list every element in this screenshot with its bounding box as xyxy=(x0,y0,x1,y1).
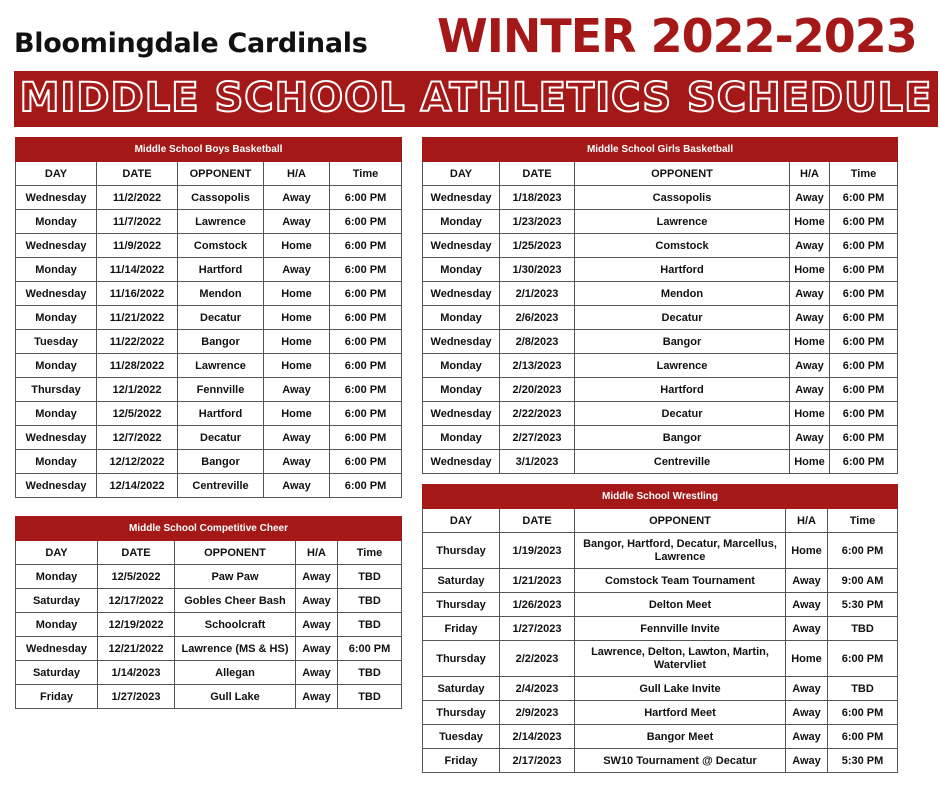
cell-home-away: Away xyxy=(790,378,830,402)
cell-date: 11/7/2022 xyxy=(97,210,178,234)
cell-time: 6:00 PM xyxy=(330,378,402,402)
table-title: Middle School Girls Basketball xyxy=(423,138,898,162)
cell-opponent: Centreville xyxy=(575,450,790,474)
column-header-home-away: H/A xyxy=(786,509,828,533)
cell-time: 6:00 PM xyxy=(330,282,402,306)
cell-day: Monday xyxy=(423,258,500,282)
cell-opponent: Fennville xyxy=(178,378,264,402)
cell-opponent: Decatur xyxy=(178,426,264,450)
table-row xyxy=(423,569,898,593)
cell-day: Monday xyxy=(16,258,97,282)
cell-day: Wednesday xyxy=(423,186,500,210)
table-row xyxy=(16,306,402,330)
cell-opponent: Mendon xyxy=(178,282,264,306)
cell-day: Wednesday xyxy=(423,450,500,474)
team-name: Bloomingdale Cardinals xyxy=(14,28,368,59)
table-row xyxy=(423,258,898,282)
cell-day: Wednesday xyxy=(16,234,97,258)
cell-date: 11/21/2022 xyxy=(97,306,178,330)
table-row xyxy=(16,661,402,685)
cell-home-away: Home xyxy=(264,402,330,426)
cell-home-away: Home xyxy=(790,450,830,474)
competitive-cheer-table xyxy=(15,516,402,709)
cell-home-away: Away xyxy=(786,749,828,773)
cell-day: Tuesday xyxy=(423,725,500,749)
column-header-date: DATE xyxy=(500,162,575,186)
cell-home-away: Home xyxy=(264,282,330,306)
cell-date: 1/23/2023 xyxy=(500,210,575,234)
table-row xyxy=(16,330,402,354)
cell-day: Saturday xyxy=(423,677,500,701)
column-header-day: DAY xyxy=(423,509,500,533)
cell-date: 1/25/2023 xyxy=(500,234,575,258)
cell-home-away: Home xyxy=(786,641,828,677)
cell-date: 2/8/2023 xyxy=(500,330,575,354)
column-header-date: DATE xyxy=(97,162,178,186)
cell-home-away: Away xyxy=(296,589,338,613)
cell-date: 11/28/2022 xyxy=(97,354,178,378)
table-row xyxy=(16,378,402,402)
table-title: Middle School Wrestling xyxy=(423,485,898,509)
column-header-home-away: H/A xyxy=(296,541,338,565)
cell-opponent: Bangor Meet xyxy=(575,725,786,749)
cell-home-away: Away xyxy=(296,613,338,637)
cell-date: 2/14/2023 xyxy=(500,725,575,749)
header-row xyxy=(423,162,898,186)
cell-date: 2/6/2023 xyxy=(500,306,575,330)
cell-home-away: Home xyxy=(790,210,830,234)
cell-day: Friday xyxy=(423,617,500,641)
cell-home-away: Away xyxy=(264,450,330,474)
cell-date: 1/14/2023 xyxy=(98,661,175,685)
table-title: Middle School Boys Basketball xyxy=(16,138,402,162)
schedule-banner xyxy=(14,71,938,127)
cell-date: 2/22/2023 xyxy=(500,402,575,426)
cell-time: 6:00 PM xyxy=(330,402,402,426)
table-row xyxy=(16,402,402,426)
cell-time: 6:00 PM xyxy=(330,186,402,210)
table-row xyxy=(16,426,402,450)
cell-time: TBD xyxy=(828,617,898,641)
cell-home-away: Away xyxy=(296,685,338,709)
cell-day: Wednesday xyxy=(423,402,500,426)
cell-date: 1/21/2023 xyxy=(500,569,575,593)
table-row xyxy=(16,589,402,613)
table-row xyxy=(423,749,898,773)
cell-home-away: Home xyxy=(264,306,330,330)
cell-date: 11/22/2022 xyxy=(97,330,178,354)
cell-opponent: Comstock xyxy=(178,234,264,258)
column-header-time: Time xyxy=(830,162,898,186)
column-header-date: DATE xyxy=(98,541,175,565)
cell-time: 6:00 PM xyxy=(830,234,898,258)
cell-home-away: Away xyxy=(264,258,330,282)
cell-day: Monday xyxy=(16,565,98,589)
cell-home-away: Home xyxy=(786,533,828,569)
column-header-time: Time xyxy=(330,162,402,186)
column-header-opponent: OPPONENT xyxy=(575,509,786,533)
cell-time: TBD xyxy=(338,661,402,685)
cell-opponent: Delton Meet xyxy=(575,593,786,617)
cell-home-away: Home xyxy=(790,330,830,354)
table-row xyxy=(423,725,898,749)
cell-opponent: Hartford xyxy=(575,258,790,282)
cell-home-away: Away xyxy=(264,378,330,402)
cell-home-away: Away xyxy=(786,593,828,617)
cell-date: 2/20/2023 xyxy=(500,378,575,402)
cell-home-away: Away xyxy=(264,210,330,234)
cell-time: TBD xyxy=(338,685,402,709)
header-row xyxy=(16,162,402,186)
cell-time: 6:00 PM xyxy=(828,725,898,749)
cell-day: Thursday xyxy=(423,593,500,617)
cell-time: TBD xyxy=(338,565,402,589)
table-row xyxy=(423,210,898,234)
cell-opponent: Bangor xyxy=(178,330,264,354)
table-row xyxy=(16,234,402,258)
cell-time: 6:00 PM xyxy=(830,210,898,234)
cell-day: Tuesday xyxy=(16,330,97,354)
cell-opponent: Comstock Team Tournament xyxy=(575,569,786,593)
cell-time: 6:00 PM xyxy=(330,306,402,330)
cell-day: Wednesday xyxy=(423,282,500,306)
cell-day: Thursday xyxy=(423,641,500,677)
cell-opponent: Lawrence, Delton, Lawton, Martin, Watervliet xyxy=(575,641,786,677)
cell-date: 11/2/2022 xyxy=(97,186,178,210)
cell-day: Saturday xyxy=(16,661,98,685)
cell-home-away: Away xyxy=(264,474,330,498)
cell-time: 6:00 PM xyxy=(338,637,402,661)
cell-date: 11/16/2022 xyxy=(97,282,178,306)
table-row xyxy=(423,354,898,378)
cell-time: 6:00 PM xyxy=(330,426,402,450)
cell-time: 5:30 PM xyxy=(828,749,898,773)
cell-date: 2/4/2023 xyxy=(500,677,575,701)
cell-time: 5:30 PM xyxy=(828,593,898,617)
cell-opponent: Decatur xyxy=(178,306,264,330)
cell-day: Monday xyxy=(423,210,500,234)
table-row xyxy=(423,617,898,641)
cell-date: 1/30/2023 xyxy=(500,258,575,282)
cell-home-away: Away xyxy=(296,637,338,661)
table-row xyxy=(16,258,402,282)
column-header-day: DAY xyxy=(16,162,97,186)
cell-opponent: Cassopolis xyxy=(575,186,790,210)
column-header-day: DAY xyxy=(16,541,98,565)
cell-time: 6:00 PM xyxy=(830,354,898,378)
cell-date: 2/17/2023 xyxy=(500,749,575,773)
cell-home-away: Away xyxy=(790,234,830,258)
cell-day: Wednesday xyxy=(423,330,500,354)
column-header-opponent: OPPONENT xyxy=(175,541,296,565)
column-header-time: Time xyxy=(828,509,898,533)
cell-time: 6:00 PM xyxy=(330,234,402,258)
cell-day: Saturday xyxy=(423,569,500,593)
cell-home-away: Away xyxy=(790,186,830,210)
cell-opponent: Lawrence xyxy=(178,354,264,378)
boys-basketball-table xyxy=(15,137,402,498)
table-row xyxy=(16,474,402,498)
cell-opponent: Hartford xyxy=(575,378,790,402)
cell-day: Monday xyxy=(16,306,97,330)
cell-home-away: Home xyxy=(790,402,830,426)
cell-opponent: Allegan xyxy=(175,661,296,685)
table-row xyxy=(423,306,898,330)
cell-date: 12/21/2022 xyxy=(98,637,175,661)
cell-time: 6:00 PM xyxy=(330,258,402,282)
cell-date: 2/13/2023 xyxy=(500,354,575,378)
cell-day: Monday xyxy=(423,426,500,450)
table-row xyxy=(16,186,402,210)
cell-opponent: Lawrence xyxy=(178,210,264,234)
cell-opponent: SW10 Tournament @ Decatur xyxy=(575,749,786,773)
cell-date: 12/14/2022 xyxy=(97,474,178,498)
cell-time: TBD xyxy=(828,677,898,701)
cell-date: 1/18/2023 xyxy=(500,186,575,210)
cell-time: 6:00 PM xyxy=(830,306,898,330)
cell-date: 12/1/2022 xyxy=(97,378,178,402)
cell-opponent: Gull Lake Invite xyxy=(575,677,786,701)
table-row xyxy=(423,234,898,258)
cell-opponent: Decatur xyxy=(575,306,790,330)
cell-time: 6:00 PM xyxy=(828,701,898,725)
cell-opponent: Hartford xyxy=(178,402,264,426)
cell-date: 12/5/2022 xyxy=(97,402,178,426)
header-row xyxy=(16,541,402,565)
cell-home-away: Away xyxy=(786,617,828,641)
cell-time: 6:00 PM xyxy=(330,450,402,474)
cell-home-away: Away xyxy=(296,565,338,589)
cell-date: 1/27/2023 xyxy=(500,617,575,641)
cell-opponent: Mendon xyxy=(575,282,790,306)
column-header-day: DAY xyxy=(423,162,500,186)
table-row xyxy=(423,677,898,701)
cell-date: 2/2/2023 xyxy=(500,641,575,677)
cell-date: 12/7/2022 xyxy=(97,426,178,450)
cell-date: 2/9/2023 xyxy=(500,701,575,725)
table-row xyxy=(423,402,898,426)
cell-day: Monday xyxy=(423,306,500,330)
cell-home-away: Away xyxy=(790,282,830,306)
column-header-date: DATE xyxy=(500,509,575,533)
cell-date: 1/19/2023 xyxy=(500,533,575,569)
cell-day: Monday xyxy=(423,378,500,402)
cell-opponent: Bangor xyxy=(575,330,790,354)
table-row xyxy=(16,282,402,306)
cell-date: 1/26/2023 xyxy=(500,593,575,617)
cell-time: 6:00 PM xyxy=(828,533,898,569)
cell-day: Wednesday xyxy=(16,637,98,661)
cell-day: Monday xyxy=(16,402,97,426)
cell-date: 3/1/2023 xyxy=(500,450,575,474)
cell-home-away: Away xyxy=(786,701,828,725)
cell-opponent: Bangor, Hartford, Decatur, Marcellus, Lawrence xyxy=(575,533,786,569)
table-row xyxy=(423,186,898,210)
banner-title: MIDDLE SCHOOL ATHLETICS SCHEDULE xyxy=(19,75,933,121)
table-row xyxy=(423,378,898,402)
table-row xyxy=(16,210,402,234)
cell-day: Monday xyxy=(423,354,500,378)
cell-day: Thursday xyxy=(16,378,97,402)
cell-day: Wednesday xyxy=(16,426,97,450)
cell-opponent: Schoolcraft xyxy=(175,613,296,637)
cell-date: 11/9/2022 xyxy=(97,234,178,258)
cell-opponent: Lawrence (MS & HS) xyxy=(175,637,296,661)
cell-opponent: Hartford Meet xyxy=(575,701,786,725)
cell-opponent: Bangor xyxy=(178,450,264,474)
cell-home-away: Away xyxy=(264,186,330,210)
table-row xyxy=(423,426,898,450)
cell-day: Wednesday xyxy=(16,474,97,498)
column-header-home-away: H/A xyxy=(264,162,330,186)
cell-opponent: Hartford xyxy=(178,258,264,282)
cell-day: Friday xyxy=(16,685,98,709)
cell-opponent: Lawrence xyxy=(575,210,790,234)
cell-opponent: Cassopolis xyxy=(178,186,264,210)
table-row xyxy=(16,354,402,378)
table-row xyxy=(423,450,898,474)
cell-home-away: Away xyxy=(790,354,830,378)
cell-day: Monday xyxy=(16,210,97,234)
cell-date: 12/19/2022 xyxy=(98,613,175,637)
cell-home-away: Away xyxy=(786,569,828,593)
cell-day: Saturday xyxy=(16,589,98,613)
cell-time: 6:00 PM xyxy=(830,378,898,402)
table-row xyxy=(423,641,898,677)
cell-time: 6:00 PM xyxy=(830,426,898,450)
season-title: WINTER 2022-2023 xyxy=(437,9,917,63)
cell-opponent: Centreville xyxy=(178,474,264,498)
cell-day: Monday xyxy=(16,613,98,637)
cell-home-away: Home xyxy=(790,258,830,282)
cell-home-away: Away xyxy=(786,677,828,701)
cell-opponent: Gobles Cheer Bash xyxy=(175,589,296,613)
cell-time: 6:00 PM xyxy=(828,641,898,677)
cell-opponent: Lawrence xyxy=(575,354,790,378)
cell-opponent: Comstock xyxy=(575,234,790,258)
cell-time: 6:00 PM xyxy=(330,210,402,234)
girls-basketball-table xyxy=(422,137,898,474)
cell-home-away: Home xyxy=(264,234,330,258)
cell-opponent: Decatur xyxy=(575,402,790,426)
cell-home-away: Away xyxy=(790,306,830,330)
cell-time: 6:00 PM xyxy=(830,186,898,210)
cell-home-away: Away xyxy=(264,426,330,450)
cell-date: 2/1/2023 xyxy=(500,282,575,306)
cell-day: Wednesday xyxy=(16,186,97,210)
column-header-time: Time xyxy=(338,541,402,565)
table-row xyxy=(16,637,402,661)
cell-time: 6:00 PM xyxy=(830,402,898,426)
cell-day: Friday xyxy=(423,749,500,773)
cell-day: Monday xyxy=(16,354,97,378)
table-row xyxy=(423,330,898,354)
wrestling-table xyxy=(422,484,898,773)
cell-date: 12/12/2022 xyxy=(97,450,178,474)
cell-time: 6:00 PM xyxy=(330,474,402,498)
table-row xyxy=(423,282,898,306)
column-header-opponent: OPPONENT xyxy=(575,162,790,186)
table-row xyxy=(16,613,402,637)
cell-home-away: Home xyxy=(264,354,330,378)
table-row xyxy=(16,450,402,474)
cell-day: Monday xyxy=(16,450,97,474)
cell-home-away: Home xyxy=(264,330,330,354)
cell-day: Wednesday xyxy=(423,234,500,258)
cell-time: 9:00 AM xyxy=(828,569,898,593)
cell-opponent: Fennville Invite xyxy=(575,617,786,641)
cell-time: 6:00 PM xyxy=(830,330,898,354)
cell-time: 6:00 PM xyxy=(830,282,898,306)
table-row xyxy=(423,593,898,617)
cell-date: 11/14/2022 xyxy=(97,258,178,282)
cell-day: Thursday xyxy=(423,701,500,725)
cell-day: Wednesday xyxy=(16,282,97,306)
cell-opponent: Bangor xyxy=(575,426,790,450)
cell-home-away: Away xyxy=(790,426,830,450)
column-header-opponent: OPPONENT xyxy=(178,162,264,186)
cell-time: 6:00 PM xyxy=(330,354,402,378)
cell-home-away: Away xyxy=(296,661,338,685)
header-row xyxy=(423,509,898,533)
table-row xyxy=(16,685,402,709)
cell-opponent: Gull Lake xyxy=(175,685,296,709)
cell-day: Thursday xyxy=(423,533,500,569)
table-row xyxy=(423,701,898,725)
cell-time: TBD xyxy=(338,589,402,613)
table-row xyxy=(423,533,898,569)
cell-date: 1/27/2023 xyxy=(98,685,175,709)
cell-time: 6:00 PM xyxy=(330,330,402,354)
cell-home-away: Away xyxy=(786,725,828,749)
cell-opponent: Paw Paw xyxy=(175,565,296,589)
cell-time: 6:00 PM xyxy=(830,258,898,282)
cell-date: 2/27/2023 xyxy=(500,426,575,450)
column-header-home-away: H/A xyxy=(790,162,830,186)
table-row xyxy=(16,565,402,589)
cell-time: 6:00 PM xyxy=(830,450,898,474)
cell-time: TBD xyxy=(338,613,402,637)
cell-date: 12/5/2022 xyxy=(98,565,175,589)
cell-date: 12/17/2022 xyxy=(98,589,175,613)
table-title: Middle School Competitive Cheer xyxy=(16,517,402,541)
